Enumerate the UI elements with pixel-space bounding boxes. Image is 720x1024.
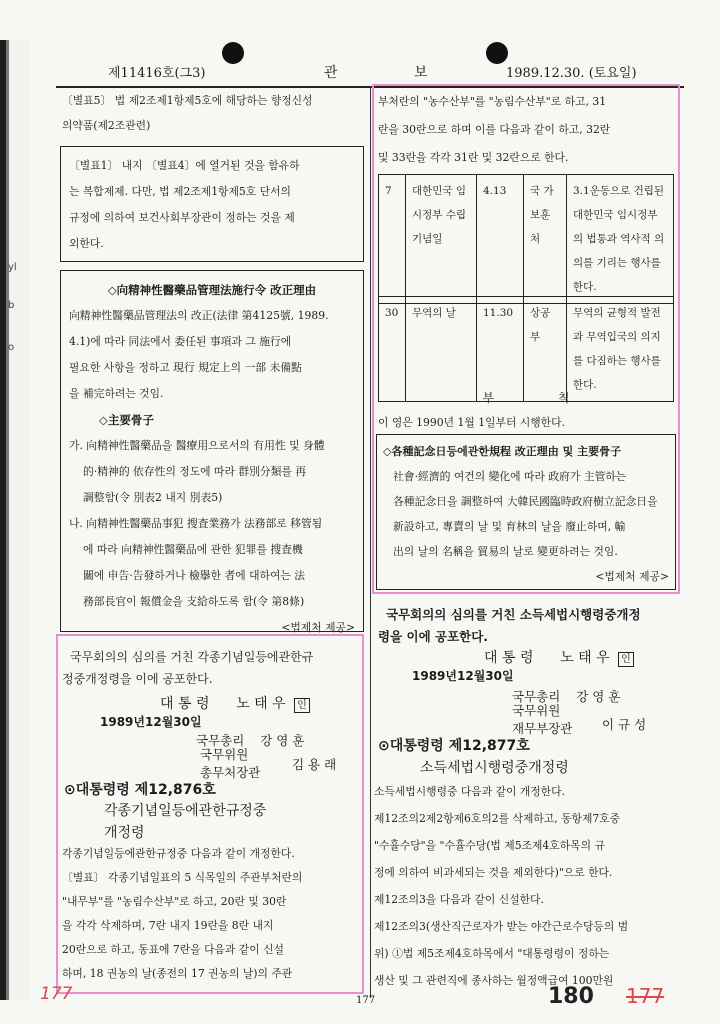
- credit-right: <법제처 제공>: [595, 570, 669, 583]
- pm-signature-left: 국무총리 강 영 훈: [196, 733, 305, 748]
- president-signature-left: 대 통 령 노 태 우 인: [160, 692, 310, 717]
- cell-no: 7: [379, 175, 406, 304]
- seal-mark: 인: [294, 698, 310, 713]
- reason-box-right: ◇各種記念日등에관한規程 改正理由 및 主要骨子 社會·經濟的 여건의 變化에 따라 政府가 主管하는 各種記念日을 調整하여 大韓民國臨時政府樹立記念日을 新設하고, 專賣의 날 및 育林의 날을 廢止하며, 輸 出의 날의 名稱을 貿易의 날로 變更하려는 것임. <법제처 제공>: [376, 434, 676, 590]
- right-top-text: 부처란의 "농수산부"를 "농림수산부"로 하고, 31 란을 30란으로 하며 이를 다음과 같이 하고, 32란 및 33란을 각각 31란 및 32란으로 한다.: [378, 95, 611, 164]
- promulgation-left: 국무회의의 심의를 거친 각종기념일등에관한규 정중개정령을 이에 공포한다.: [62, 650, 314, 686]
- promul-date-left: 1989년12월30일: [100, 715, 202, 729]
- punch-hole: [222, 42, 244, 64]
- promul-date-right: 1989년12월30일: [412, 669, 514, 683]
- cell-desc: 3.1운동으로 건립된 대한민국 임시정부의 법통과 역사적 의의를 기리는 행사를 한다.: [567, 175, 674, 304]
- minister-name-left: 김 용 래: [292, 757, 337, 772]
- decree-number-left: ⊙대통령령 제12,876호: [64, 782, 216, 798]
- addendum-title: 부 칙: [482, 391, 570, 405]
- issue-date: 1989.12.30. (토요일): [506, 66, 637, 81]
- minister-signature-right: 국무위원 재무부장관: [512, 703, 573, 736]
- annex5-box: 〔별표1〕 내지 〔별표4〕에 열거된 것을 함유하 는 복합제제. 다만, 법 제2조제1항제5호 단서의 규정에 의하여 보건사회부장관이 정하는 것을 제 외한다.: [60, 146, 364, 262]
- edge-mark: b: [8, 300, 15, 311]
- edge-mark: yl: [8, 262, 17, 273]
- reason-title-right: ◇各種記念日등에관한規程 改正理由 및 主要骨子: [383, 445, 622, 458]
- minister-name-right: 이 규 성: [602, 717, 647, 732]
- cell-org: 국 가 보훈처: [524, 175, 567, 304]
- cell-date: 4.13: [477, 175, 524, 304]
- promulgation-right: 국무회의의 심의를 거친 소득세법시행령중개정 령을 이에 공포한다.: [378, 607, 641, 644]
- decree-title-left: 각종기념일등에관한규정중 개정령: [104, 803, 267, 841]
- column-divider: [370, 86, 371, 998]
- gist-title: ◇主要骨子: [99, 413, 154, 427]
- reason-box-left: ◇向精神性醫藥品管理法施行令 改正理由 向精神性醫藥品管理法의 改正(法律 第4125號, 1989. 4.1)에 따라 同法에서 委任된 事項과 그 施行에 필요한 사항을 정하고 現行 規定上의 一部 未備點 을 補完하려는 것임. ◇主要骨子 가. 向精神性醫藥品을 醫療用으로서의 有用性 및 身體 的·精神的 依存性의 정도에 따라 群別分類를 再 調整함(令 別表2 내지 別表5) 나. 向精神性醫藥品事犯 搜査業務가 法務部로 移管됨 에 따라 向精神性醫藥品에 관한 犯罪를 搜査機 關에 申告·告發하거나 檢擧한 者에 대하여는 法 務部長官이 報償金을 支給하도록 함(令 第8條) <법제처 제공>: [60, 270, 364, 632]
- scan-binding-edge: [0, 40, 30, 1000]
- pm-signature-right: 국무총리 강 영 훈: [512, 689, 621, 704]
- page-number: 177: [356, 995, 376, 1006]
- annex5-head: 〔별표5〕 법 제2조제1항제5호에 해당하는 향정신성 의약품(제2조관련): [62, 94, 313, 132]
- cell-no: 30: [379, 297, 406, 402]
- edge-mark: o: [8, 342, 15, 353]
- cell-name: 대한민국 임시정부 수립기념일: [406, 175, 477, 304]
- decree-body-left: 각종기념일등에관한규정중 다음과 같이 개정한다. 〔별표〕 각종기념일표의 5 식목일의 주관부처란의 "내무부"를 "농림수산부"로 하고, 20란 및 30란 을 각각 삭제하며, 7란 내지 19란을 8란 내지 20란으로 하고, 동표에 7란을 다음과 같이 신설 하며, 18 권농의 날(종전의 17 권농의 날)의 주관: [62, 847, 303, 980]
- seal-mark: 인: [618, 652, 634, 667]
- issue-number: 제11416호(그3): [108, 66, 206, 81]
- decree-title-right: 소득세법시행령중개정령: [420, 760, 569, 776]
- decree-body-right: 소득세법시행령중 다음과 같이 개정한다. 제12조의2제2항제6호의2를 삭제하고, 동항제7호중 "수휼수당"을 "수휼수당(법 제5조제4호하목의 규 정에 의하여 비과세되는 것을 제외한다)"으로 한다. 제12조의3을 다음과 같이 신설한다. 제12조의3(생산직근로자가 받는 야간근로수당등의 범 위) ①법 제5조제4호하목에서 "대통령령이 정하는 생산 및 그 관련직에 종사하는 월정액급여 100만원: [374, 785, 629, 987]
- addendum-text: 이 영은 1990년 1월 1일부터 시행한다.: [378, 416, 565, 429]
- handwritten-note: 177: [626, 984, 665, 1008]
- punch-hole: [486, 42, 508, 64]
- president-signature-right: 대 통 령 노 태 우 인: [484, 646, 634, 671]
- credit-left: <법제처 제공>: [281, 621, 355, 634]
- handwritten-note: 177: [40, 984, 73, 1004]
- cell-org: 상공부: [524, 297, 567, 402]
- table-row: [379, 175, 674, 304]
- gazette-title-b: 보: [414, 65, 428, 81]
- decree-number-right: ⊙대통령령 제12,877호: [378, 738, 530, 754]
- cell-desc: 무역의 균형적 발전과 무역입국의 의지를 다짐하는 행사를 한다.: [567, 297, 674, 402]
- reason-title: ◇向精神性醫藥品管理法施行令 改正理由: [107, 283, 317, 297]
- cell-date: 11.30: [477, 297, 524, 402]
- handwritten-note: 180: [548, 984, 594, 1009]
- cell-name: 무역의 날: [406, 297, 477, 402]
- memorial-table-row-7: [378, 174, 674, 304]
- minister-signature-left: 국무위원 총무처장관: [200, 747, 261, 780]
- gazette-title-a: 관: [324, 65, 338, 81]
